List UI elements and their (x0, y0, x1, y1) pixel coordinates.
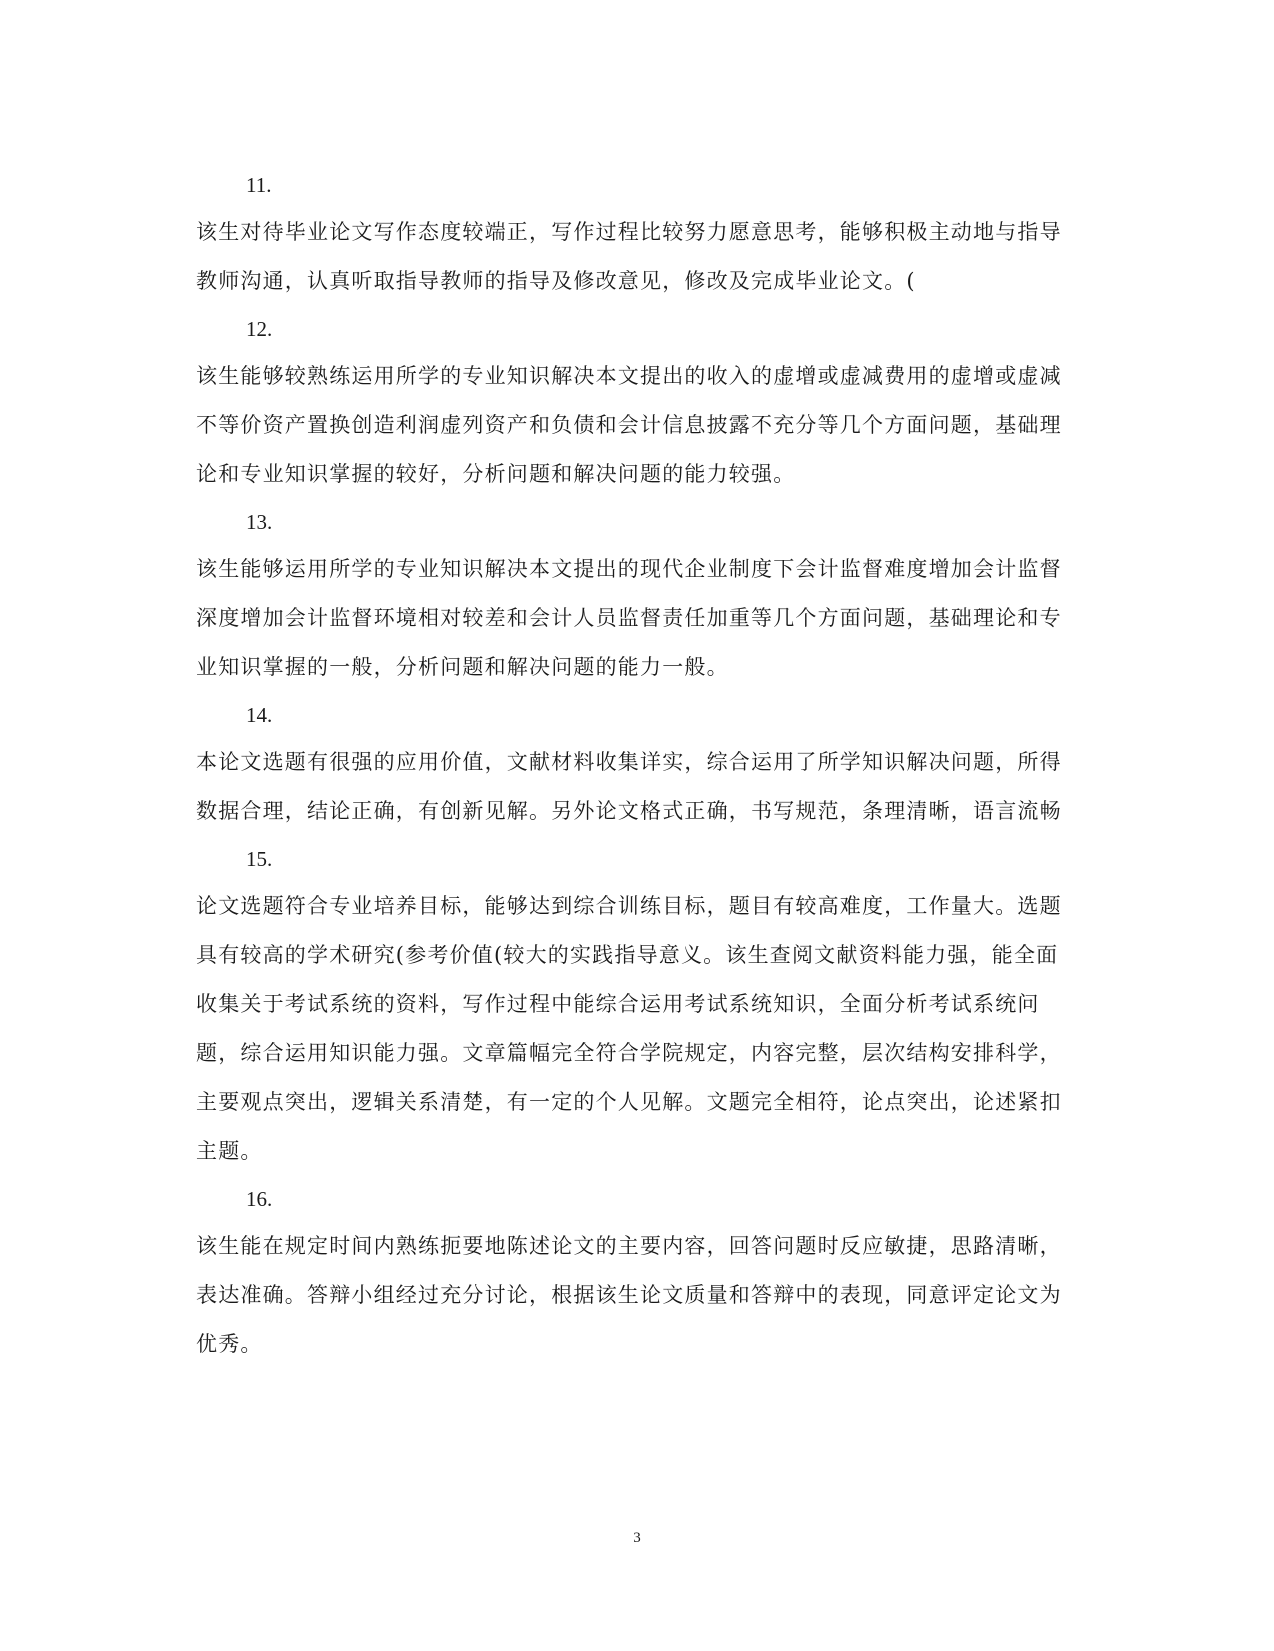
entry-13 (196, 499, 1066, 692)
page-content (196, 162, 1066, 1369)
entry-text: 该生能够运用所学的专业知识解决本文提出的现代企业制度下会计监督难度增加会计监督深度增加会计监督环境相对较差和会计人员监督责任加重等几个方面问题，基础理论和专业知识掌握的一般，分析问题和解决问题的能力一般。 (196, 557, 1062, 679)
page-number: 3 (633, 1530, 641, 1546)
entry-text: 该生对待毕业论文写作态度较端正，写作过程比较努力愿意思考，能够积极主动地与指导教师沟通，认真听取指导教师的指导及修改意见，修改及完成毕业论文。( (196, 220, 1062, 293)
entry-12 (196, 306, 1066, 499)
entry-text: 该生能在规定时间内熟练扼要地陈述论文的主要内容，回答问题时反应敏捷，思路清晰，表达准确。答辩小组经过充分讨论，根据该生论文质量和答辩中的表现，同意评定论文为优秀。 (196, 1234, 1062, 1356)
entry-text: 论文选题符合专业培养目标，能够达到综合训练目标，题目有较高难度，工作量大。选题具有较高的学术研究(参考价值(较大的实践指导意义。该生查阅文献资料能力强，能全面收集关于考试系统的资料，写作过程中能综合运用考试系统知识，全面分析考试系统问题，综合运用知识能力强。文章篇幅完全符合学院规定，内容完整，层次结构安排科学，主要观点突出，逻辑关系清楚，有一定的个人见解。文题完全相符，论点突出，论述紧扣主题。 (196, 894, 1062, 1163)
entry-15 (196, 836, 1066, 1176)
entry-number: 15. (246, 847, 273, 871)
entry-number: 16. (246, 1187, 273, 1211)
entry-14 (196, 692, 1066, 836)
entry-number: 14. (246, 703, 273, 727)
entry-number: 13. (246, 510, 273, 534)
entry-text: 本论文选题有很强的应用价值，文献材料收集详实，综合运用了所学知识解决问题，所得数据合理，结论正确，有创新见解。另外论文格式正确，书写规范，条理清晰，语言流畅 (196, 750, 1062, 823)
entry-11 (196, 162, 1066, 306)
entry-16 (196, 1176, 1066, 1369)
entry-text: 该生能够较熟练运用所学的专业知识解决本文提出的收入的虚增或虚减费用的虚增或虚减不等价资产置换创造利润虚列资产和负债和会计信息披露不充分等几个方面问题，基础理论和专业知识掌握的较好，分析问题和解决问题的能力较强。 (196, 364, 1062, 486)
entry-number: 12. (246, 317, 273, 341)
entry-number: 11. (246, 173, 272, 197)
